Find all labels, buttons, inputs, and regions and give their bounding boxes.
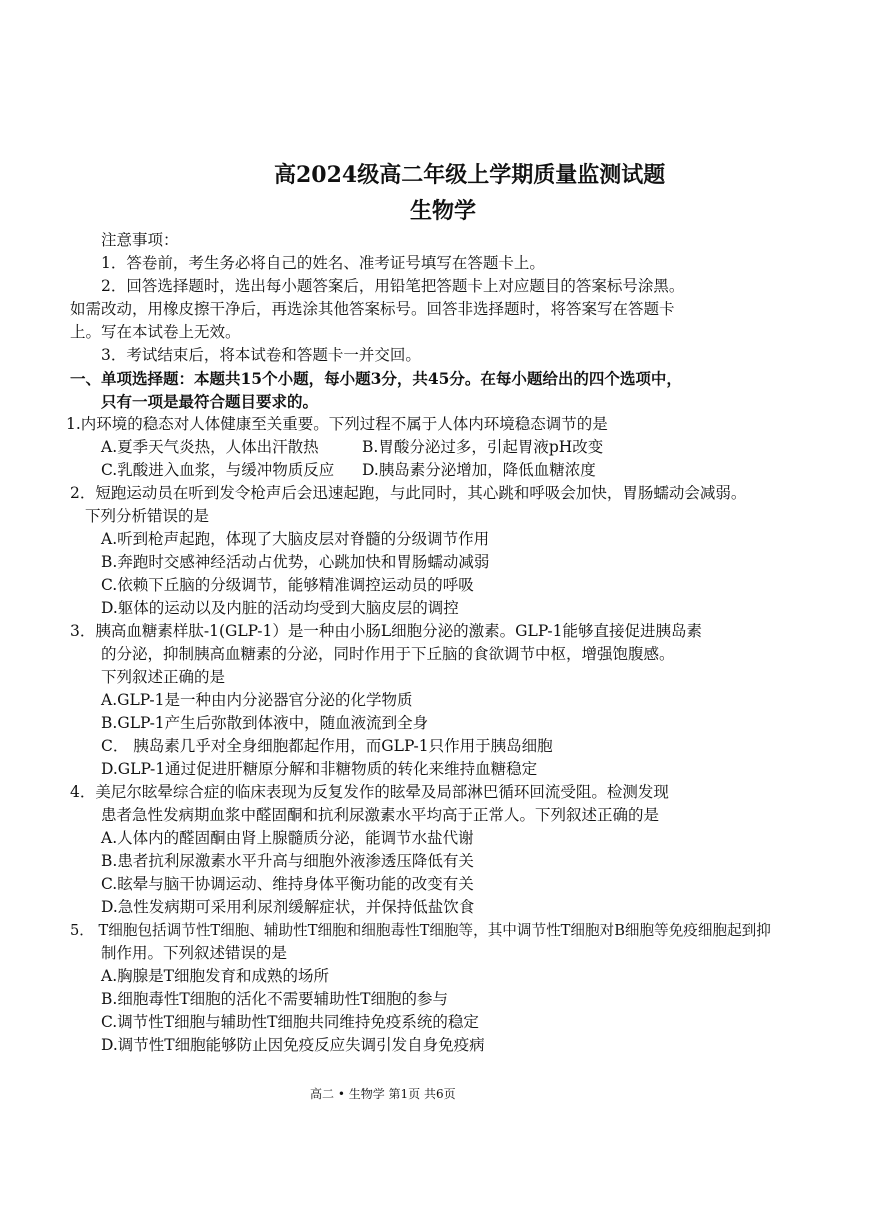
question-3-option-a: A.GLP-1是一种由内分泌器官分泌的化学物质 — [101, 691, 413, 709]
question-2-stem: 2．短跑运动员在听到发令枪声后会迅速起跑，与此同时，其心跳和呼吸会加快，胃肠蠕动会减弱。 — [70, 484, 747, 502]
question-4-option-a: A.人体内的醛固酮由肾上腺髓质分泌，能调节水盐代谢 — [101, 829, 474, 847]
notice-item: 上。写在本试卷上无效。 — [70, 323, 241, 341]
notice-heading: 注意事项： — [101, 231, 179, 249]
exam-subject: 生物学 — [410, 198, 477, 224]
question-2-stem-cont: 下列分析错误的是 — [85, 507, 210, 525]
page-footer: 高二 • 生物学 第1页 共6页 — [310, 1087, 456, 1101]
question-1-option-c: C.乳酸进入血浆，与缓冲物质反应 — [101, 461, 335, 479]
notice-item: 1．答卷前，考生务必将自己的姓名、准考证号填写在答题卡上。 — [101, 254, 545, 272]
question-3-option-d: D.GLP-1通过促进肝糖原分解和非糖物质的转化来维持血糖稳定 — [101, 760, 538, 778]
question-4-stem-cont: 患者急性发病期血浆中醛固酮和抗利尿激素水平均高于正常人。下列叙述正确的是 — [101, 806, 660, 824]
question-2-option-d: D.躯体的运动以及内脏的活动均受到大脑皮层的调控 — [101, 599, 459, 617]
question-3-stem-cont: 下列叙述正确的是 — [101, 668, 226, 686]
question-2-option-b: B.奔跑时交感神经活动占优势，心跳加快和胃肠蠕动减弱 — [101, 553, 490, 571]
question-5-option-b: B.细胞毒性T细胞的活化不需要辅助性T细胞的参与 — [101, 990, 448, 1008]
question-5-stem-cont: 制作用。下列叙述错误的是 — [101, 944, 288, 962]
notice-item: 3．考试结束后，将本试卷和答题卡一并交回。 — [101, 346, 421, 364]
question-1-option-b: B.胃酸分泌过多，引起胃液pH改变 — [362, 438, 604, 456]
exam-title: 高2024级高二年级上学期质量监测试题 — [274, 162, 666, 188]
question-2-option-a: A.听到枪声起跑，体现了大脑皮层对脊髓的分级调节作用 — [101, 530, 490, 548]
question-3-stem-cont: 的分泌，抑制胰高血糖素的分泌，同时作用于下丘脑的食欲调节中枢，增强饱腹感。 — [101, 645, 675, 663]
question-4-stem: 4．美尼尔眩晕综合症的临床表现为反复发作的眩晕及局部淋巴循环回流受阻。检测发现 — [70, 783, 669, 801]
question-5-option-a: A.胸腺是T细胞发育和成熟的场所 — [101, 967, 329, 985]
question-5-option-d: D.调节性T细胞能够防止因免疫反应失调引发自身免疫病 — [101, 1036, 485, 1054]
notice-item: 2．回答选择题时，选出每小题答案后，用铅笔把答题卡上对应题目的答案标号涂黑。 — [101, 277, 685, 295]
question-3-option-b: B.GLP-1产生后弥散到体液中，随血液流到全身 — [101, 714, 429, 732]
question-4-option-c: C.眩晕与脑干协调运动、维持身体平衡功能的改变有关 — [101, 875, 474, 893]
question-1-option-d: D.胰岛素分泌增加，降低血糖浓度 — [362, 461, 596, 479]
section-heading: 一、单项选择题：本题共15个小题，每小题3分，共45分。在每小题给出的四个选项中， — [70, 369, 682, 388]
question-3-stem: 3．胰高血糖素样肽-1(GLP-1）是一种由小肠L细胞分泌的激素。GLP-1能够直接促进胰岛素 — [70, 622, 703, 640]
question-5-stem: 5． T细胞包括调节性T细胞、辅助性T细胞和细胞毒性T细胞等，其中调节性T细胞对B细胞等免疫细胞起到抑 — [70, 922, 771, 939]
question-4-option-b: B.患者抗利尿激素水平升高与细胞外液渗透压降低有关 — [101, 852, 474, 870]
question-4-option-d: D.急性发病期可采用利尿剂缓解症状，并保持低盐饮食 — [101, 898, 475, 916]
question-1-stem: 1.内环境的稳态对人体健康至关重要。下列过程不属于人体内环境稳态调节的是 — [66, 415, 608, 433]
question-2-option-c: C.依赖下丘脑的分级调节，能够精准调控运动员的呼吸 — [101, 576, 474, 594]
notice-item: 如需改动，用橡皮擦干净后，再选涂其他答案标号。回答非选择题时，将答案写在答题卡 — [70, 300, 675, 318]
question-3-option-c: C． 胰岛素几乎对全身细胞都起作用，而GLP-1只作用于胰岛细胞 — [101, 737, 553, 755]
section-heading-cont: 只有一项是最符合题目要求的。 — [101, 392, 319, 411]
question-1-option-a: A.夏季天气炎热，人体出汗散热 — [101, 438, 319, 456]
question-5-option-c: C.调节性T细胞与辅助性T细胞共同维持免疫系统的稳定 — [101, 1013, 479, 1031]
